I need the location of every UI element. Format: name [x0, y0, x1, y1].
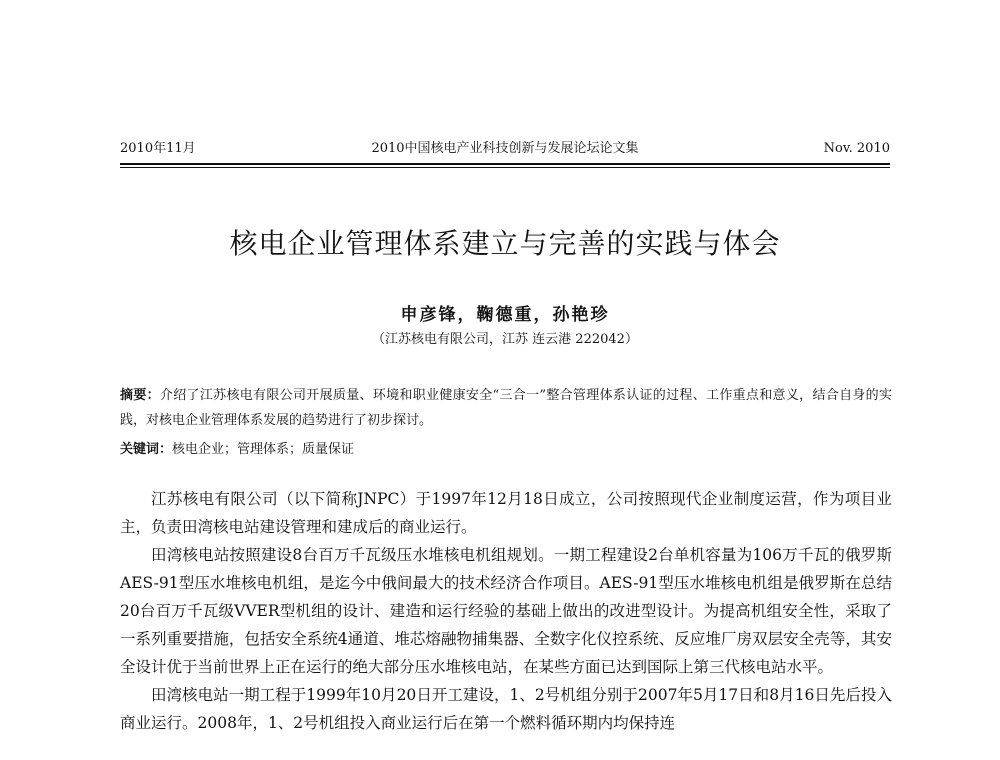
- body-paragraph: 田湾核电站按照建设8台百万千瓦级压水堆核电机组规划。一期工程建设2台单机容量为106万千瓦的俄罗斯AES-91型压水堆核电机组，是迄今中俄间最大的技术经济合作项目。AES-91型压水堆核电机组是俄罗斯在总结20台百万千瓦级VVER型机组的设计、建造和运行经验的基础上做出的改进型设计。为提高机组安全性，采取了一系列重要措施，包括安全系统4通道、堆芯熔融物捕集器、全数字化仪控系统、反应堆厂房双层安全壳等，其安全设计优于当前世界上正在运行的绝大部分压水堆核电站，在某些方面已达到国际上第三代核电站水平。: [120, 546, 892, 676]
- body-paragraph: 江苏核电有限公司（以下简称JNPC）于1997年12月18日成立，公司按照现代企业制度运营，作为项目业主，负责田湾核电站建设管理和建成后的商业运行。: [120, 490, 892, 536]
- author-affiliation: （江苏核电有限公司，江苏 连云港 222042）: [372, 332, 638, 347]
- body-paragraph: 田湾核电站一期工程于1999年10月20日开工建设，1、2号机组分别于2007年5月17日和8月16日先后投入商业运行。2008年，1、2号机组投入商业运行后在第一个燃料循环期内均保持连: [120, 686, 892, 732]
- header-rule-thick: [120, 163, 890, 165]
- keywords: [120, 438, 892, 462]
- author-list: 申彦锋，鞠德重，孙艳珍: [400, 305, 610, 325]
- body-text: [120, 485, 892, 737]
- keywords-text: 核电企业；管理体系；质量保证: [172, 442, 355, 457]
- header-date-english: Nov. 2010: [823, 141, 890, 156]
- abstract-text: 介绍了江苏核电有限公司开展质量、环境和职业健康安全“三合一”整合管理体系认证的过程、工作重点和意义，结合自身的实践，对核电企业管理体系发展的趋势进行了初步探讨。: [120, 388, 892, 428]
- header-rule-thin: [120, 167, 890, 168]
- running-header: [120, 138, 890, 160]
- keywords-label: 关键词：: [120, 442, 173, 457]
- abstract: [120, 383, 892, 433]
- header-proceedings-title: 2010中国核电产业科技创新与发展论坛论文集: [371, 141, 639, 156]
- paper-title: 核电企业管理体系建立与完善的实践与体会: [229, 227, 781, 260]
- abstract-label: 摘要：: [120, 388, 160, 403]
- header-date: 2010年11月: [120, 141, 196, 156]
